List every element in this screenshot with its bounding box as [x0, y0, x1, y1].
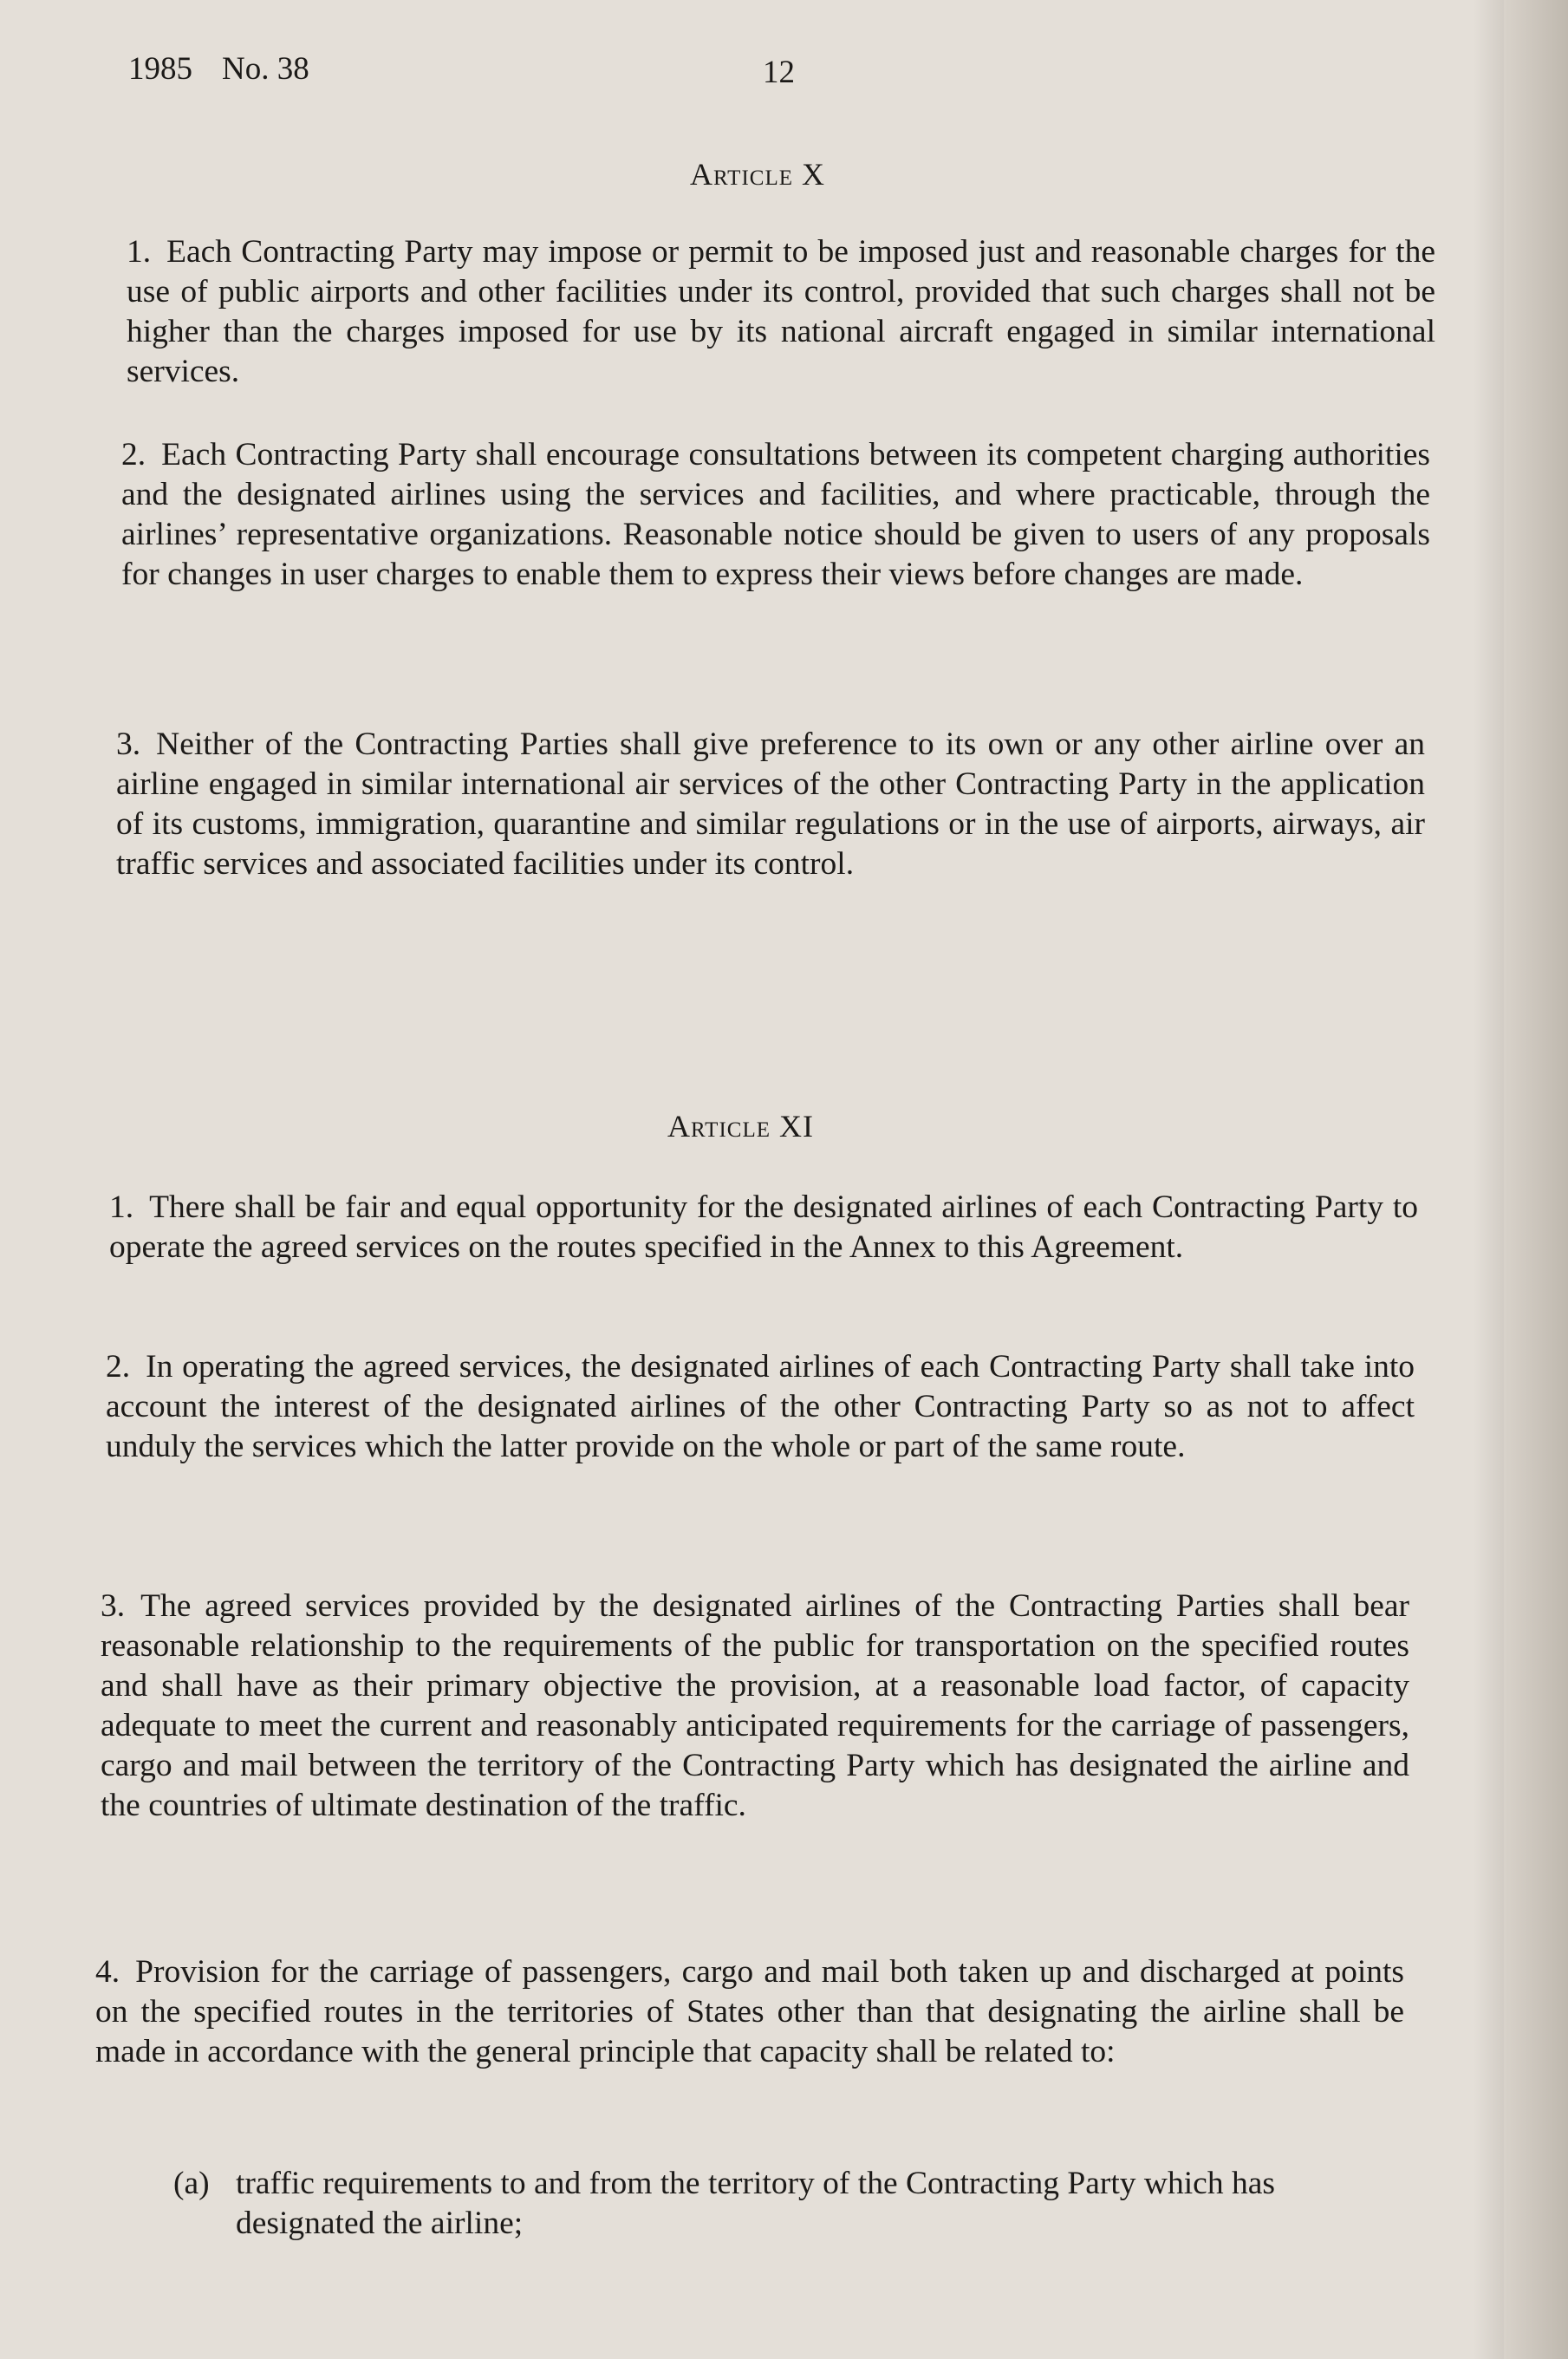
article-x-heading: Article X — [690, 157, 825, 192]
article-x-paragraph-1 — [127, 232, 1435, 392]
paragraph-number: 2. — [106, 1349, 131, 1385]
paragraph-number: 3. — [101, 1588, 126, 1624]
article-x-paragraph-3 — [116, 725, 1425, 884]
article-x-paragraph-2 — [121, 435, 1430, 595]
list-item-a — [173, 2164, 1404, 2244]
list-item-label: (a) — [173, 2166, 210, 2201]
paragraph-text: Provision for the carriage of passengers, cargo and mail both taken up and discharged at points on the specified routes in the territories of States other than that designating the airline shall be made in accordance with the general principle that capacity shall be related to: — [95, 1954, 1404, 2069]
header-number: No. 38 — [222, 51, 309, 87]
paragraph-number: 2. — [121, 437, 146, 472]
paragraph-number: 4. — [95, 1954, 120, 1990]
article-xi-paragraph-1 — [109, 1188, 1418, 1267]
list-item-text: traffic requirements to and from the territory of the Contracting Party which has designated the airline; — [236, 2166, 1275, 2241]
paragraph-number: 1. — [127, 234, 152, 270]
paragraph-text: In operating the agreed services, the designated airlines of each Contracting Party shall take into account the interest of the designated airlines of the other Contracting Party so as not to affect unduly the services which the latter provide on the whole or part of the same route. — [106, 1349, 1415, 1464]
article-xi-heading: Article XI — [667, 1109, 814, 1144]
article-xi-paragraph-3 — [101, 1587, 1409, 1826]
running-header — [128, 50, 309, 88]
page-edge — [1504, 0, 1568, 2359]
article-xi-paragraph-4 — [95, 1952, 1404, 2072]
paragraph-text: Each Contracting Party shall encourage consultations between its competent charging authorities and the designated airlines using the services and facilities, and where practicable, through the airlines’ representative organizations. Reasonable notice should be given to users of any proposals for changes in user charges to enable them to express their views before changes are made. — [121, 437, 1430, 592]
paragraph-text: There shall be fair and equal opportunity for the designated airlines of each Contracting Party to operate the agreed services on the routes specified in the Annex to this Agreement. — [109, 1189, 1418, 1265]
paragraph-number: 1. — [109, 1189, 134, 1225]
article-xi-paragraph-2 — [106, 1347, 1415, 1467]
page-number: 12 — [763, 55, 795, 90]
paragraph-number: 3. — [116, 727, 141, 762]
paragraph-text: The agreed services provided by the designated airlines of the Contracting Parties shall bear reasonable relationship to the requirements of the public for transportation on the specified routes and shall have as their primary objective the provision, at a reasonable load factor, of capacity adequate to meet the current and reasonably anticipated requirements for the carriage of passengers, cargo and mail between the territory of the Contracting Party which has designated the airline and the countries of ultimate destination of the traffic. — [101, 1588, 1409, 1823]
header-year: 1985 — [128, 51, 192, 87]
paragraph-text: Neither of the Contracting Parties shall give preference to its own or any other airline over an airline engaged in similar international air services of the other Contracting Party in the application of its customs, immigration, quarantine and similar regulations or in the use of airports, airways, air traffic services and associated facilities under its control. — [116, 727, 1425, 882]
paragraph-text: Each Contracting Party may impose or permit to be imposed just and reasonable charges for the use of public airports and other facilities under its control, provided that such charges shall not be higher than the charges imposed for use by its national aircraft engaged in similar international services. — [127, 234, 1435, 389]
page-fold-shadow — [1474, 0, 1504, 2359]
